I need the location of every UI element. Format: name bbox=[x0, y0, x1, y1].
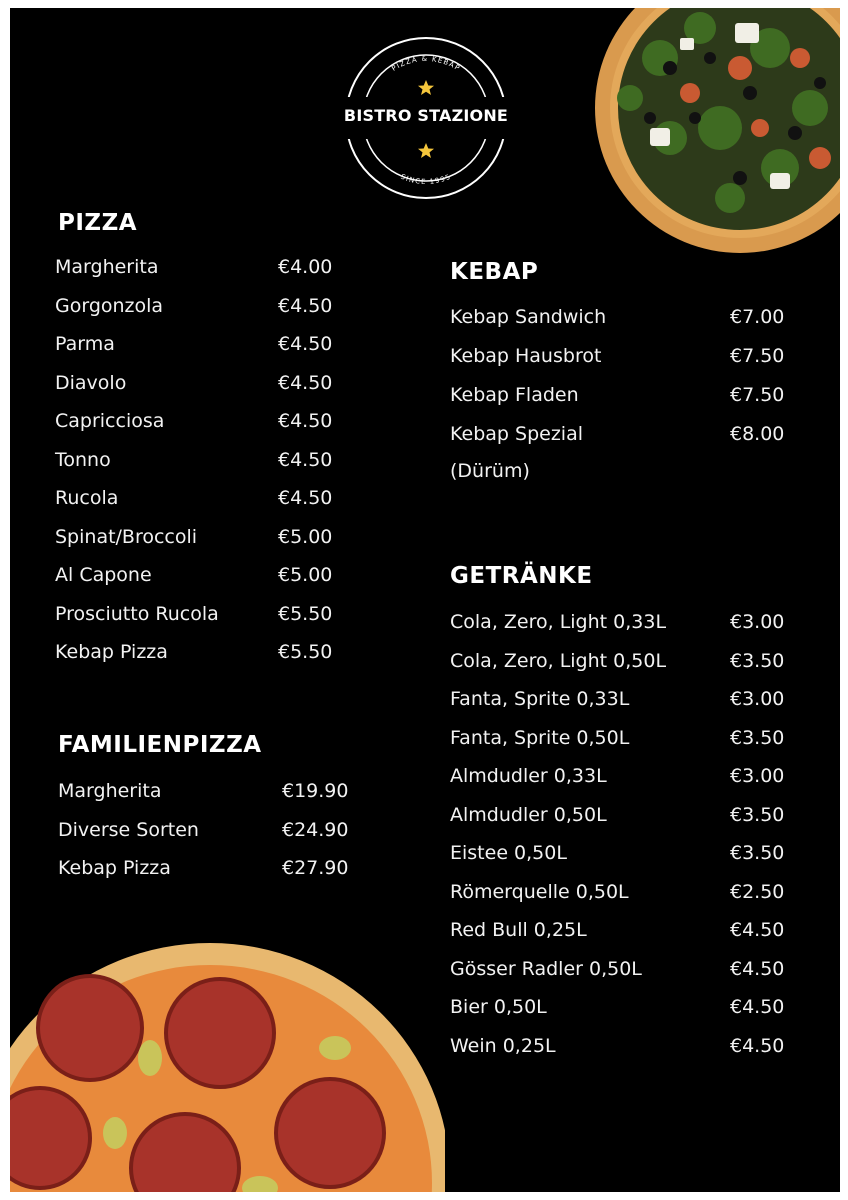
menu-item-name: Kebap Spezial bbox=[450, 423, 583, 445]
logo-title: BISTRO STAZIONE bbox=[343, 106, 509, 125]
menu-item-price: €7.50 bbox=[730, 345, 785, 367]
menu-item-price: €19.90 bbox=[282, 780, 349, 802]
menu-item-price: €7.00 bbox=[730, 306, 785, 328]
menu-item-price: €4.50 bbox=[278, 333, 333, 355]
kebap-note: (Dürüm) bbox=[450, 460, 530, 482]
menu-item-price: €3.00 bbox=[730, 611, 785, 633]
menu-item-name: Parma bbox=[55, 333, 115, 355]
menu-item-name: Fanta, Sprite 0,50L bbox=[450, 726, 630, 749]
menu-item-price: €4.50 bbox=[278, 371, 333, 394]
menu-item-price: €4.00 bbox=[278, 256, 333, 278]
getraenke-heading: GETRÄNKE bbox=[450, 563, 593, 589]
menu-item-name: Bier 0,50L bbox=[450, 996, 547, 1018]
logo-top-text: PIZZA & KEBAP bbox=[390, 54, 462, 73]
menu-item-name: Margherita bbox=[55, 256, 159, 278]
menu-item-name: Kebap Pizza bbox=[55, 641, 168, 663]
salami-pizza-image bbox=[10, 928, 445, 1192]
menu-item-price: €2.50 bbox=[730, 880, 785, 903]
menu-item-price: €4.50 bbox=[730, 957, 785, 980]
menu-item-name: Gösser Radler 0,50L bbox=[450, 957, 642, 980]
bistro-logo bbox=[343, 35, 509, 201]
menu-item-price: €5.50 bbox=[278, 641, 333, 663]
menu-item-price: €4.50 bbox=[730, 996, 785, 1018]
menu-item-price: €5.00 bbox=[278, 525, 333, 548]
menu-item-name: Rucola bbox=[55, 487, 119, 509]
menu-item-price: €4.50 bbox=[278, 294, 333, 317]
menu-item-price: €3.50 bbox=[730, 649, 785, 672]
menu-item-price: €5.00 bbox=[278, 564, 333, 586]
svg-text:SINCE 1995 bbox=[399, 173, 452, 186]
svg-text:PIZZA & KEBAP bbox=[390, 55, 461, 73]
logo-bottom-text: SINCE 1995 bbox=[399, 172, 453, 187]
menu-board bbox=[10, 8, 840, 1192]
familienpizza-heading: FAMILIENPIZZA bbox=[58, 732, 262, 758]
menu-item-price: €7.50 bbox=[730, 384, 785, 406]
kebap-heading: KEBAP bbox=[450, 259, 539, 285]
menu-item-price: €27.90 bbox=[282, 857, 349, 879]
menu-item-name: Kebap Fladen bbox=[450, 384, 579, 406]
menu-item-name: Margherita bbox=[58, 780, 162, 802]
menu-item-price: €3.50 bbox=[730, 726, 785, 749]
menu-item-price: €4.50 bbox=[278, 448, 333, 471]
menu-item-price: €24.90 bbox=[282, 818, 349, 841]
menu-item-price: €5.50 bbox=[278, 602, 333, 625]
menu-item-name: Cola, Zero, Light 0,33L bbox=[450, 611, 667, 633]
menu-item-name: Kebap Sandwich bbox=[450, 306, 607, 328]
menu-item-price: €3.00 bbox=[730, 765, 785, 787]
menu-item-price: €4.50 bbox=[730, 1034, 785, 1057]
menu-item-price: €4.50 bbox=[730, 919, 785, 941]
star-icon bbox=[418, 80, 434, 95]
menu-item-price: €3.50 bbox=[730, 803, 785, 826]
menu-item-name: Römerquelle 0,50L bbox=[450, 880, 629, 903]
pizza-heading: PIZZA bbox=[58, 210, 138, 236]
menu-item-price: €3.00 bbox=[730, 688, 785, 710]
spinach-pizza-image bbox=[570, 8, 840, 258]
menu-item-name: Spinat/Broccoli bbox=[55, 525, 198, 548]
menu-item-name: Diavolo bbox=[55, 371, 127, 394]
menu-item-name: Prosciutto Rucola bbox=[55, 602, 219, 625]
menu-item-price: €3.50 bbox=[730, 842, 785, 864]
menu-item-price: €8.00 bbox=[730, 423, 785, 445]
menu-item-name: Capricciosa bbox=[55, 410, 165, 432]
menu-item-name: Diverse Sorten bbox=[58, 818, 199, 841]
menu-item-name: Eistee 0,50L bbox=[450, 842, 567, 864]
menu-item-name: Kebap Hausbrot bbox=[450, 345, 602, 367]
menu-item-name: Almdudler 0,33L bbox=[450, 765, 607, 787]
menu-item-name: Cola, Zero, Light 0,50L bbox=[450, 649, 667, 672]
menu-item-name: Almdudler 0,50L bbox=[450, 803, 607, 826]
menu-item-name: Red Bull 0,25L bbox=[450, 919, 587, 941]
menu-item-name: Kebap Pizza bbox=[58, 857, 171, 879]
menu-item-name: Wein 0,25L bbox=[450, 1034, 556, 1057]
menu-item-name: Gorgonzola bbox=[55, 294, 164, 317]
star-icon bbox=[418, 143, 434, 158]
menu-item-price: €4.50 bbox=[278, 487, 333, 509]
menu-item-price: €4.50 bbox=[278, 410, 333, 432]
menu-item-name: Tonno bbox=[55, 448, 111, 471]
menu-item-name: Al Capone bbox=[55, 564, 152, 586]
menu-item-name: Fanta, Sprite 0,33L bbox=[450, 688, 630, 710]
